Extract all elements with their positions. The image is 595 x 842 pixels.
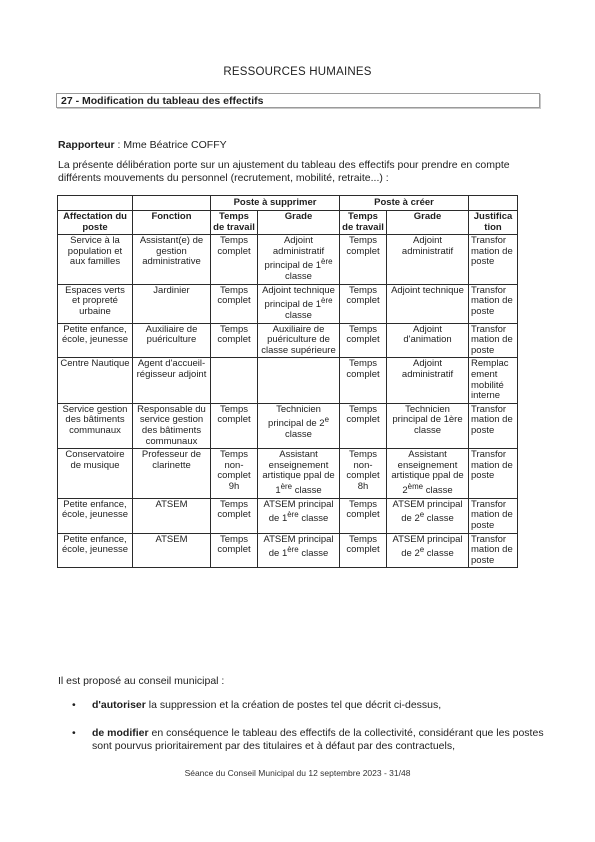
empty-header-cell: [469, 196, 518, 211]
header-poste-creer: Poste à créer: [340, 196, 469, 211]
cell-temps-supprimer: Temps complet: [211, 533, 258, 568]
cell-justification: Transfor mation de poste: [469, 403, 518, 448]
cell-temps-creer: Temps complet: [340, 533, 387, 568]
cell-grade-creer: Technicien principal de 1ère classe: [387, 403, 469, 448]
header-poste-supprimer: Poste à supprimer: [211, 196, 340, 211]
bullet-icon: •: [72, 727, 76, 739]
cell-justification: Remplac ement mobilité interne: [469, 358, 518, 403]
cell-temps-supprimer: Temps complet: [211, 284, 258, 323]
empty-header-cell: [58, 196, 133, 211]
cell-justification: Transfor mation de poste: [469, 449, 518, 499]
header-affectation: Affectation du poste: [58, 211, 133, 235]
cell-grade-supprimer: Adjoint technique principal de 1ère classe: [258, 284, 340, 323]
cell-justification: Transfor mation de poste: [469, 533, 518, 568]
cell-temps-creer: Temps complet: [340, 403, 387, 448]
cell-fonction: ATSEM: [133, 533, 211, 568]
header-justification: Justifica tion: [469, 211, 518, 235]
cell-affectation: Conservatoire de musique: [58, 449, 133, 499]
table-row: [58, 235, 518, 285]
header-grade-creer: Grade: [387, 211, 469, 235]
table-row: [58, 498, 518, 533]
bullet-icon: •: [72, 699, 76, 711]
header-temps-supprimer: Temps de travail: [211, 211, 258, 235]
cell-temps-supprimer: Temps complet: [211, 498, 258, 533]
cell-grade-creer: Adjoint administratif: [387, 235, 469, 285]
bullet-text: [92, 699, 544, 712]
cell-temps-creer: Temps complet: [340, 284, 387, 323]
table-row: [58, 284, 518, 323]
bullet-bold: d'autoriser: [92, 699, 146, 711]
cell-grade-supprimer: Auxiliaire de puériculture de classe supérieure: [258, 323, 340, 358]
cell-grade-supprimer: Assistant enseignement artistique ppal de 1ère classe: [258, 449, 340, 499]
cell-temps-creer: Temps complet: [340, 498, 387, 533]
table-row: [58, 533, 518, 568]
cell-fonction: Jardinier: [133, 284, 211, 323]
bullet-text: [92, 727, 544, 753]
cell-temps-creer: Temps complet: [340, 358, 387, 403]
cell-temps-creer: Temps complet: [340, 235, 387, 285]
cell-fonction: Auxiliaire de puériculture: [133, 323, 211, 358]
conclusion-text: Il est proposé au conseil municipal :: [58, 675, 225, 687]
cell-grade-creer: Adjoint technique: [387, 284, 469, 323]
cell-temps-supprimer: Temps non-complet 9h: [211, 449, 258, 499]
rapporteur-name: Mme Béatrice COFFY: [123, 139, 227, 151]
cell-grade-supprimer: Technicien principal de 2e classe: [258, 403, 340, 448]
bullet-rest: la suppression et la création de postes tel que décrit ci-dessus,: [145, 699, 442, 711]
cell-temps-supprimer: Temps complet: [211, 235, 258, 285]
cell-fonction: Agent d'accueil-régisseur adjoint: [133, 358, 211, 403]
cell-fonction: Assistant(e) de gestion administrative: [133, 235, 211, 285]
header-grade-supprimer: Grade: [258, 211, 340, 235]
rapporteur-line: [58, 139, 227, 151]
cell-grade-supprimer: Adjoint administratif principal de 1ère classe: [258, 235, 340, 285]
cell-grade-creer: Assistant enseignement artistique ppal de 2ème classe: [387, 449, 469, 499]
cell-grade-creer: Adjoint d'animation: [387, 323, 469, 358]
table-row: [58, 403, 518, 448]
page-footer: Séance du Conseil Municipal du 12 septembre 2023 - 31/48: [184, 768, 411, 778]
cell-temps-supprimer: Temps complet: [211, 323, 258, 358]
cell-temps-creer: Temps non-complet 8h: [340, 449, 387, 499]
cell-justification: Transfor mation de poste: [469, 235, 518, 285]
cell-temps-supprimer: Temps complet: [211, 403, 258, 448]
cell-justification: Transfor mation de poste: [469, 284, 518, 323]
cell-fonction: ATSEM: [133, 498, 211, 533]
cell-temps-creer: Temps complet: [340, 323, 387, 358]
rapporteur-separator: :: [114, 139, 124, 151]
cell-affectation: Petite enfance, école, jeunesse: [58, 533, 133, 568]
cell-affectation: Centre Nautique: [58, 358, 133, 403]
cell-grade-supprimer: ATSEM principal de 1ère classe: [258, 533, 340, 568]
table-group-header-row: [58, 196, 518, 211]
effectifs-table: [57, 195, 518, 568]
table-header-row: [58, 211, 518, 235]
cell-affectation: Petite enfance, école, jeunesse: [58, 498, 133, 533]
bullet-bold: de modifier: [92, 727, 149, 739]
cell-grade-supprimer: [258, 358, 340, 403]
cell-affectation: Service à la population et aux familles: [58, 235, 133, 285]
cell-justification: Transfor mation de poste: [469, 323, 518, 358]
empty-header-cell: [133, 196, 211, 211]
cell-grade-supprimer: ATSEM principal de 1ère classe: [258, 498, 340, 533]
cell-fonction: Professeur de clarinette: [133, 449, 211, 499]
cell-affectation: Espaces verts et propreté urbaine: [58, 284, 133, 323]
cell-affectation: Service gestion des bâtiments communaux: [58, 403, 133, 448]
intro-paragraph: La présente délibération porte sur un ajustement du tableau des effectifs pour prendre en compte différents mouvements du personnel (recrutement, mobilité, retraite...) :: [58, 159, 510, 184]
cell-grade-creer: ATSEM principal de 2e classe: [387, 498, 469, 533]
rapporteur-label: Rapporteur: [58, 139, 115, 151]
table-row: [58, 323, 518, 358]
header-temps-creer: Temps de travail: [340, 211, 387, 235]
table-row: [58, 449, 518, 499]
bullet-rest: en conséquence le tableau des effectifs de la collectivité, considérant que les postes sont pourvus prioritairement par des titulaires et à défaut par des contractuels,: [92, 727, 544, 752]
page-title: RESSOURCES HUMAINES: [223, 66, 372, 78]
cell-affectation: Petite enfance, école, jeunesse: [58, 323, 133, 358]
cell-temps-supprimer: [211, 358, 258, 403]
table-row: [58, 358, 518, 403]
header-fonction: Fonction: [133, 211, 211, 235]
cell-grade-creer: ATSEM principal de 2e classe: [387, 533, 469, 568]
cell-grade-creer: Adjoint administratif: [387, 358, 469, 403]
section-title: 27 - Modification du tableau des effectifs: [56, 93, 540, 108]
cell-justification: Transfor mation de poste: [469, 498, 518, 533]
cell-fonction: Responsable du service gestion des bâtiments communaux: [133, 403, 211, 448]
